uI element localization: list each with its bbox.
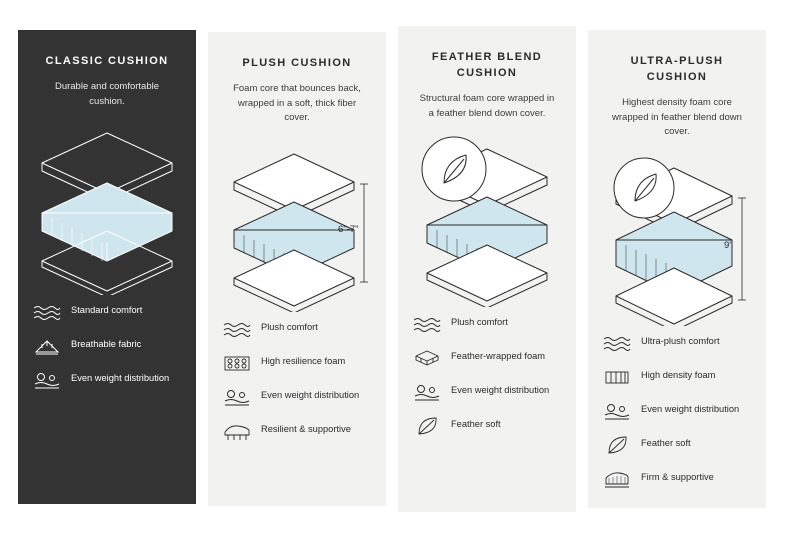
feature-item <box>602 468 752 490</box>
feather-icon <box>412 415 442 437</box>
feature-item <box>222 420 372 442</box>
feature-label: High density foam <box>641 370 716 381</box>
feature-label: Even weight distribution <box>641 404 740 415</box>
card-title: FEATHER BLEND CUSHION <box>431 51 543 79</box>
cushion-illustration-classic <box>32 115 182 295</box>
wave-lines-icon <box>412 313 442 335</box>
feature-item <box>602 332 752 354</box>
feature-item <box>32 335 182 357</box>
card-title: PLUSH CUSHION <box>242 57 352 69</box>
feature-item <box>602 434 752 456</box>
feature-label: Plush comfort <box>261 322 318 333</box>
feature-item <box>602 400 752 422</box>
feature-label: High resilience foam <box>261 356 346 367</box>
cushion-illustration-feather-blend <box>412 127 562 307</box>
feature-label: Even weight distribution <box>71 373 170 384</box>
high-resilience-foam-icon <box>222 352 252 374</box>
card-title: CLASSIC CUSHION <box>45 55 169 67</box>
feature-list <box>222 318 372 442</box>
feature-item <box>222 318 372 340</box>
even-weight-icon <box>412 381 442 403</box>
feature-item <box>32 301 182 323</box>
feature-item <box>222 352 372 374</box>
cushion-illustration-ultra-plush <box>602 146 752 326</box>
cushion-illustration-plush <box>222 132 372 312</box>
feature-item <box>222 386 372 408</box>
feature-label: Even weight distribution <box>261 390 360 401</box>
card-classic-cushion[interactable] <box>18 30 196 504</box>
feature-item <box>32 369 182 391</box>
firm-support-icon <box>602 468 632 490</box>
dimension-label: 6"-7" <box>338 224 359 236</box>
card-feather-blend-cushion[interactable] <box>398 26 576 512</box>
wave-lines-icon <box>32 301 62 323</box>
wave-lines-icon <box>602 332 632 354</box>
wave-lines-icon <box>222 318 252 340</box>
feature-list <box>412 313 562 437</box>
feature-label: Ultra-plush comfort <box>641 336 720 347</box>
feature-list <box>602 332 752 490</box>
feature-label: Feather soft <box>641 438 691 449</box>
feature-item <box>412 415 562 437</box>
breathable-fabric-icon <box>32 335 62 357</box>
card-subtitle: Foam core that bounces back, wrapped in a soft, thick fiber cover. <box>233 82 361 124</box>
feature-item <box>602 366 752 388</box>
high-density-foam-icon <box>602 366 632 388</box>
feature-label: Plush comfort <box>451 317 508 328</box>
even-weight-icon <box>222 386 252 408</box>
feature-label: Breathable fabric <box>71 339 142 350</box>
card-subtitle: Highest density foam core wrapped in feather blend down cover. <box>612 96 742 138</box>
feature-label: Firm & supportive <box>641 472 714 483</box>
card-subtitle: Durable and comfortable cushion. <box>54 80 160 107</box>
feature-item <box>412 313 562 335</box>
feature-label: Standard comfort <box>71 305 143 316</box>
feature-label: Even weight distribution <box>451 385 550 396</box>
card-title: ULTRA-PLUSH CUSHION <box>630 55 724 83</box>
even-weight-icon <box>32 369 62 391</box>
card-ultra-plush-cushion[interactable] <box>588 30 766 508</box>
feature-label: Feather-wrapped foam <box>451 351 546 362</box>
feather-wrapped-icon <box>412 347 442 369</box>
feature-item <box>412 381 562 403</box>
card-plush-cushion[interactable] <box>208 32 386 506</box>
feature-label: Feather soft <box>451 419 501 430</box>
feature-list <box>32 301 182 391</box>
dimension-label: 9" <box>724 240 733 252</box>
feather-icon <box>602 434 632 456</box>
resilient-support-icon <box>222 420 252 442</box>
feature-item <box>412 347 562 369</box>
feature-label: Resilient & supportive <box>261 424 351 435</box>
card-subtitle: Structural foam core wrapped in a feather blend down cover. <box>419 92 555 119</box>
even-weight-icon <box>602 400 632 422</box>
